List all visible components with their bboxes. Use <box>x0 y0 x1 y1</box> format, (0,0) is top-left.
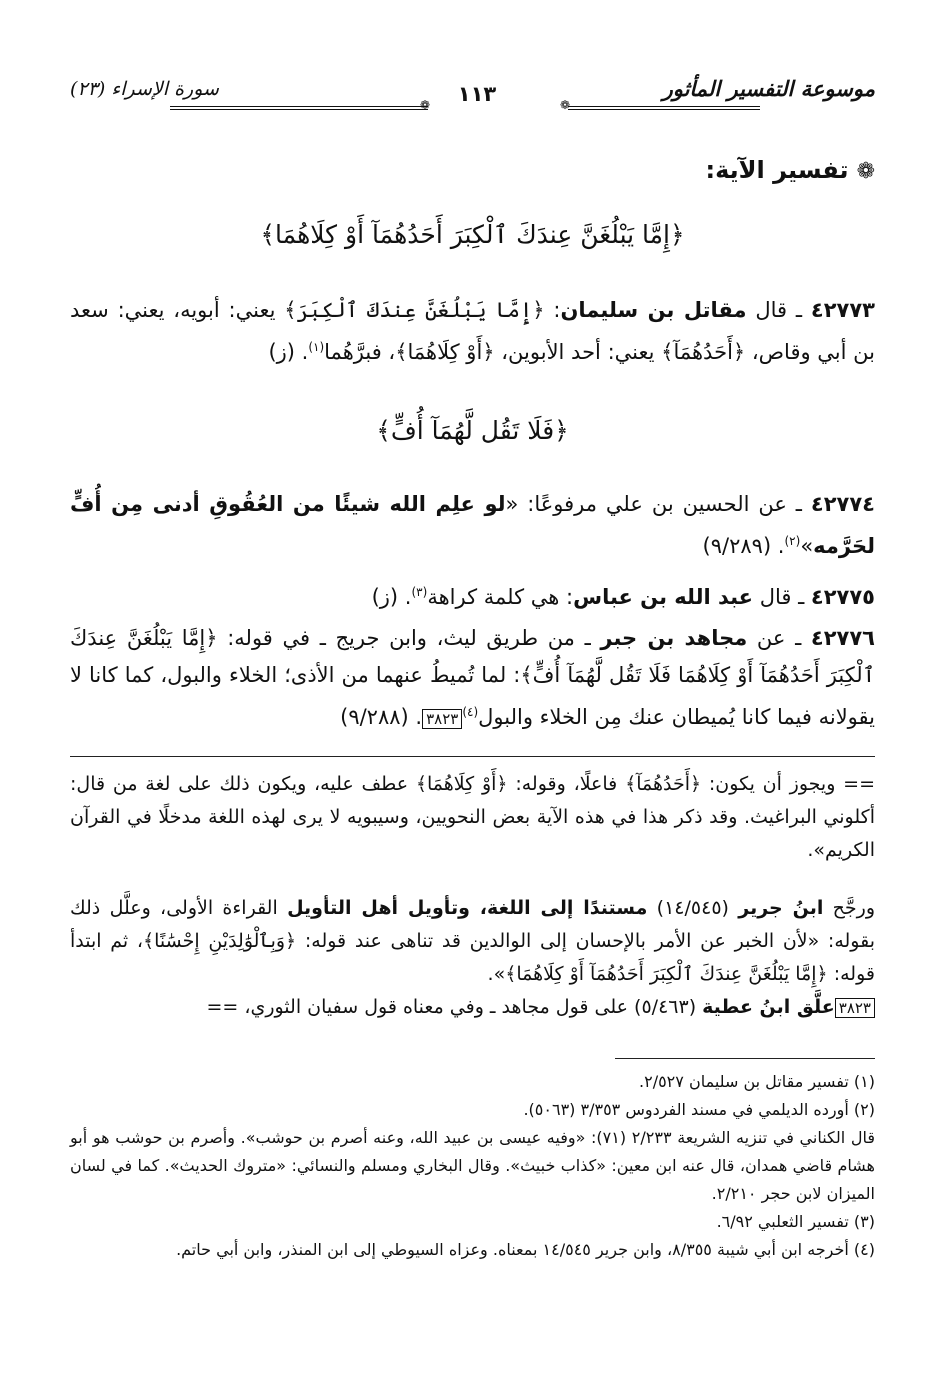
narration-number: ٤٢٧٧٤ <box>810 492 875 516</box>
narration-paragraph <box>70 292 875 371</box>
quran-verse: ﴿إِمَّا يَبْلُغَنَّ عِندَكَ ٱلْكِبَرَ أَحَدُهُمَآ أَوْ كِلَاهُمَا﴾ <box>260 220 685 249</box>
quran-quote: ﴿وَبِٱلْوَٰلِدَيْنِ إِحْسَٰنًا﴾ <box>143 930 297 952</box>
footnote-ref[interactable]: (١) <box>308 340 325 354</box>
narration-text: ـ قال <box>753 585 811 609</box>
narration-text: . (ز) <box>371 585 412 609</box>
commentary-text: (١٤/٥٤٥) <box>647 897 739 919</box>
quran-verse: ﴿فَلَا تَقُل لَّهُمَآ أُفٍّ﴾ <box>376 416 569 445</box>
commentary-divider <box>70 756 875 757</box>
narration-text: . (ز) <box>268 340 309 364</box>
footnote-ref[interactable]: (٣) <box>411 585 428 599</box>
ornament-icon: ❁ <box>560 98 571 112</box>
footnote-item: (٢) أورده الديلمي في مسند الفردوس ٣/٣٥٣ (٥٠٦٣). <box>523 1100 875 1119</box>
footnote-ref[interactable]: (٤) <box>462 705 479 719</box>
header-rule-left <box>170 106 428 110</box>
commentary-text: القراءة الأولى، وعلَّل ذلك بقوله: «لأن الخبر عن الأمر بالإحسان إلى الوالدين قد تناهى عند قوله: <box>70 897 876 952</box>
section-title <box>70 156 875 184</box>
footnote-item: قال الكناني في تنزيه الشريعة ٢/٢٣٣ (٧١): «وفيه عيسى بن عبيد الله، وعنه أصرم بن حوشب». وأصرم بن حوشب هو أبو هشام قاضي همدان، قال عنه ابن معين: «كذاب خبيث». وقال البخاري ومسلم والنسائي: «متروك الحديث». كما في لسان الميزان لابن حجر ٢/٢١٠. <box>70 1128 875 1203</box>
narration-text: ـ عن <box>747 626 811 650</box>
surah-label: سورة الإسراء (٢٣) <box>70 78 219 100</box>
narration-text: : <box>544 298 561 322</box>
commentary-text: عطف عليه، ويكون ذلك على لغة من قال: أكلوني البراغيث. وقد ذكر هذا في هذه الآية بعض النحويين، وسيبويه لا يرى لهذه اللغة مدخلًا في القرآن الكريم». <box>70 773 875 861</box>
footnote-item: (٤) أخرجه ابن أبي شيبة ٨/٣٥٥، وابن جرير ١٤/٥٤٥ بمعناه. وعزاه السيوطي إلى ابن المنذر، وابن أبي حاتم. <box>176 1240 875 1259</box>
commentary-ref-box[interactable]: ٣٨٢٣ <box>835 998 875 1018</box>
quran-quote: ﴿أَحَدُهُمَآ﴾ <box>625 773 702 795</box>
narrator-name: مقاتل بن سليمان <box>560 298 747 322</box>
commentary-text: ». <box>487 963 506 985</box>
narration-text: . (٩/٢٨٩) <box>702 534 785 558</box>
footnotes-divider <box>615 1058 875 1059</box>
narration-text: يعني: أبويه، يعني: سعد بن أبي وقاص، <box>70 298 875 364</box>
running-header <box>70 70 875 120</box>
narration-text: ، فبرَّهُما <box>324 340 396 364</box>
section-title-text: تفسير الآية: <box>705 156 849 184</box>
commentary-text: ، ثم ابتدأ قوله: <box>70 930 875 985</box>
narration-text: ـ قال <box>746 298 811 322</box>
scholar-name: ابنُ جرير <box>738 897 824 919</box>
narration-paragraph <box>70 620 875 736</box>
footnote-item: (٣) تفسير الثعلبي ٦/٩٢. <box>716 1212 875 1231</box>
commentary-text: ورجَّح <box>823 897 876 919</box>
quran-quote: ﴿إِمَّا يَبْلُغَنَّ عِندَكَ ٱلْكِبَرَ أَحَدُهُمَآ أَوْ كِلَاهُمَا فَلَا تَقُل لَّهُمَآ أُفٍّ﴾ <box>70 626 875 687</box>
footnote-ref[interactable]: (٢) <box>784 534 801 548</box>
footnotes <box>70 1068 875 1264</box>
flower-icon: ❁ <box>856 159 875 184</box>
commentary-text: (٥/٤٦٣) على قول مجاهد ـ وفي معناه قول سفيان الثوري، == <box>206 996 703 1018</box>
book-title: موسوعة التفسير المأثور <box>662 76 875 101</box>
commentary-text: == ويجوز أن يكون: <box>701 773 876 795</box>
commentary-paragraph <box>70 892 875 1024</box>
quran-quote: ﴿أَوْ كِلَاهُمَا﴾ <box>395 340 495 364</box>
narration-text: : لما تُميطُ عنهما من الأذى؛ الخلاء والبول، كما كانا لا يقولانه فيما كانا يُميطان عنك مِن الخلاء والبول <box>70 663 875 729</box>
narration-number: ٤٢٧٧٥ <box>810 585 875 609</box>
narration-text: ـ عن الحسين بن علي مرفوعًا: « <box>505 492 811 516</box>
footnote-item: (١) تفسير مقاتل بن سليمان ٢/٥٢٧. <box>639 1072 875 1091</box>
quran-quote: ﴿إِمَّا يَبْلُغَنَّ عِندَكَ ٱلْكِبَرَ أَحَدُهُمَآ أَوْ كِلَاهُمَا﴾ <box>505 963 828 985</box>
narration-text: . (٩/٢٨٨) <box>340 705 423 729</box>
narration-text: ـ من طريق ليث، وابن جريج ـ في قوله: <box>217 626 601 650</box>
narration-text: : هي كلمة كراهة <box>427 585 574 609</box>
narration-paragraph <box>70 486 875 565</box>
narration-number: ٤٢٧٧٣ <box>810 298 875 322</box>
commentary-ref-box[interactable]: ٣٨٢٣ <box>422 709 462 729</box>
quran-quote: ﴿أَوْ كِلَاهُمَا﴾ <box>415 773 508 795</box>
hadith-text: لو علِم الله شيئًا من العُقُوقِ أدنى مِن أُفٍّ لحَرَّمه <box>70 492 875 558</box>
narrator-name: عبد الله بن عباس <box>573 585 754 609</box>
scholar-name: علَّق ابنُ عطية <box>702 996 835 1018</box>
page-number: ١١٣ <box>457 82 497 106</box>
narration-paragraph <box>70 574 875 616</box>
quran-quote: ﴿أَحَدُهُمَآ﴾ <box>661 340 746 364</box>
header-rule-right <box>568 106 760 110</box>
narration-text: يعني: أحد الأبوين، <box>494 340 662 364</box>
commentary-bold: مستندًا إلى اللغة، وتأويل أهل التأويل <box>287 897 648 919</box>
narration-number: ٤٢٧٧٦ <box>810 626 875 650</box>
narration-text: » <box>800 534 814 558</box>
ornament-icon: ❁ <box>420 98 431 112</box>
commentary-paragraph <box>70 768 875 867</box>
commentary-text: فاعلًا، وقوله: <box>507 773 626 795</box>
narrator-name: مجاهد بن جبر <box>600 626 748 650</box>
quran-quote: ﴿إِمَّا يَبْلُغَنَّ عِندَكَ ٱلْكِبَرَ﴾ <box>284 298 545 322</box>
